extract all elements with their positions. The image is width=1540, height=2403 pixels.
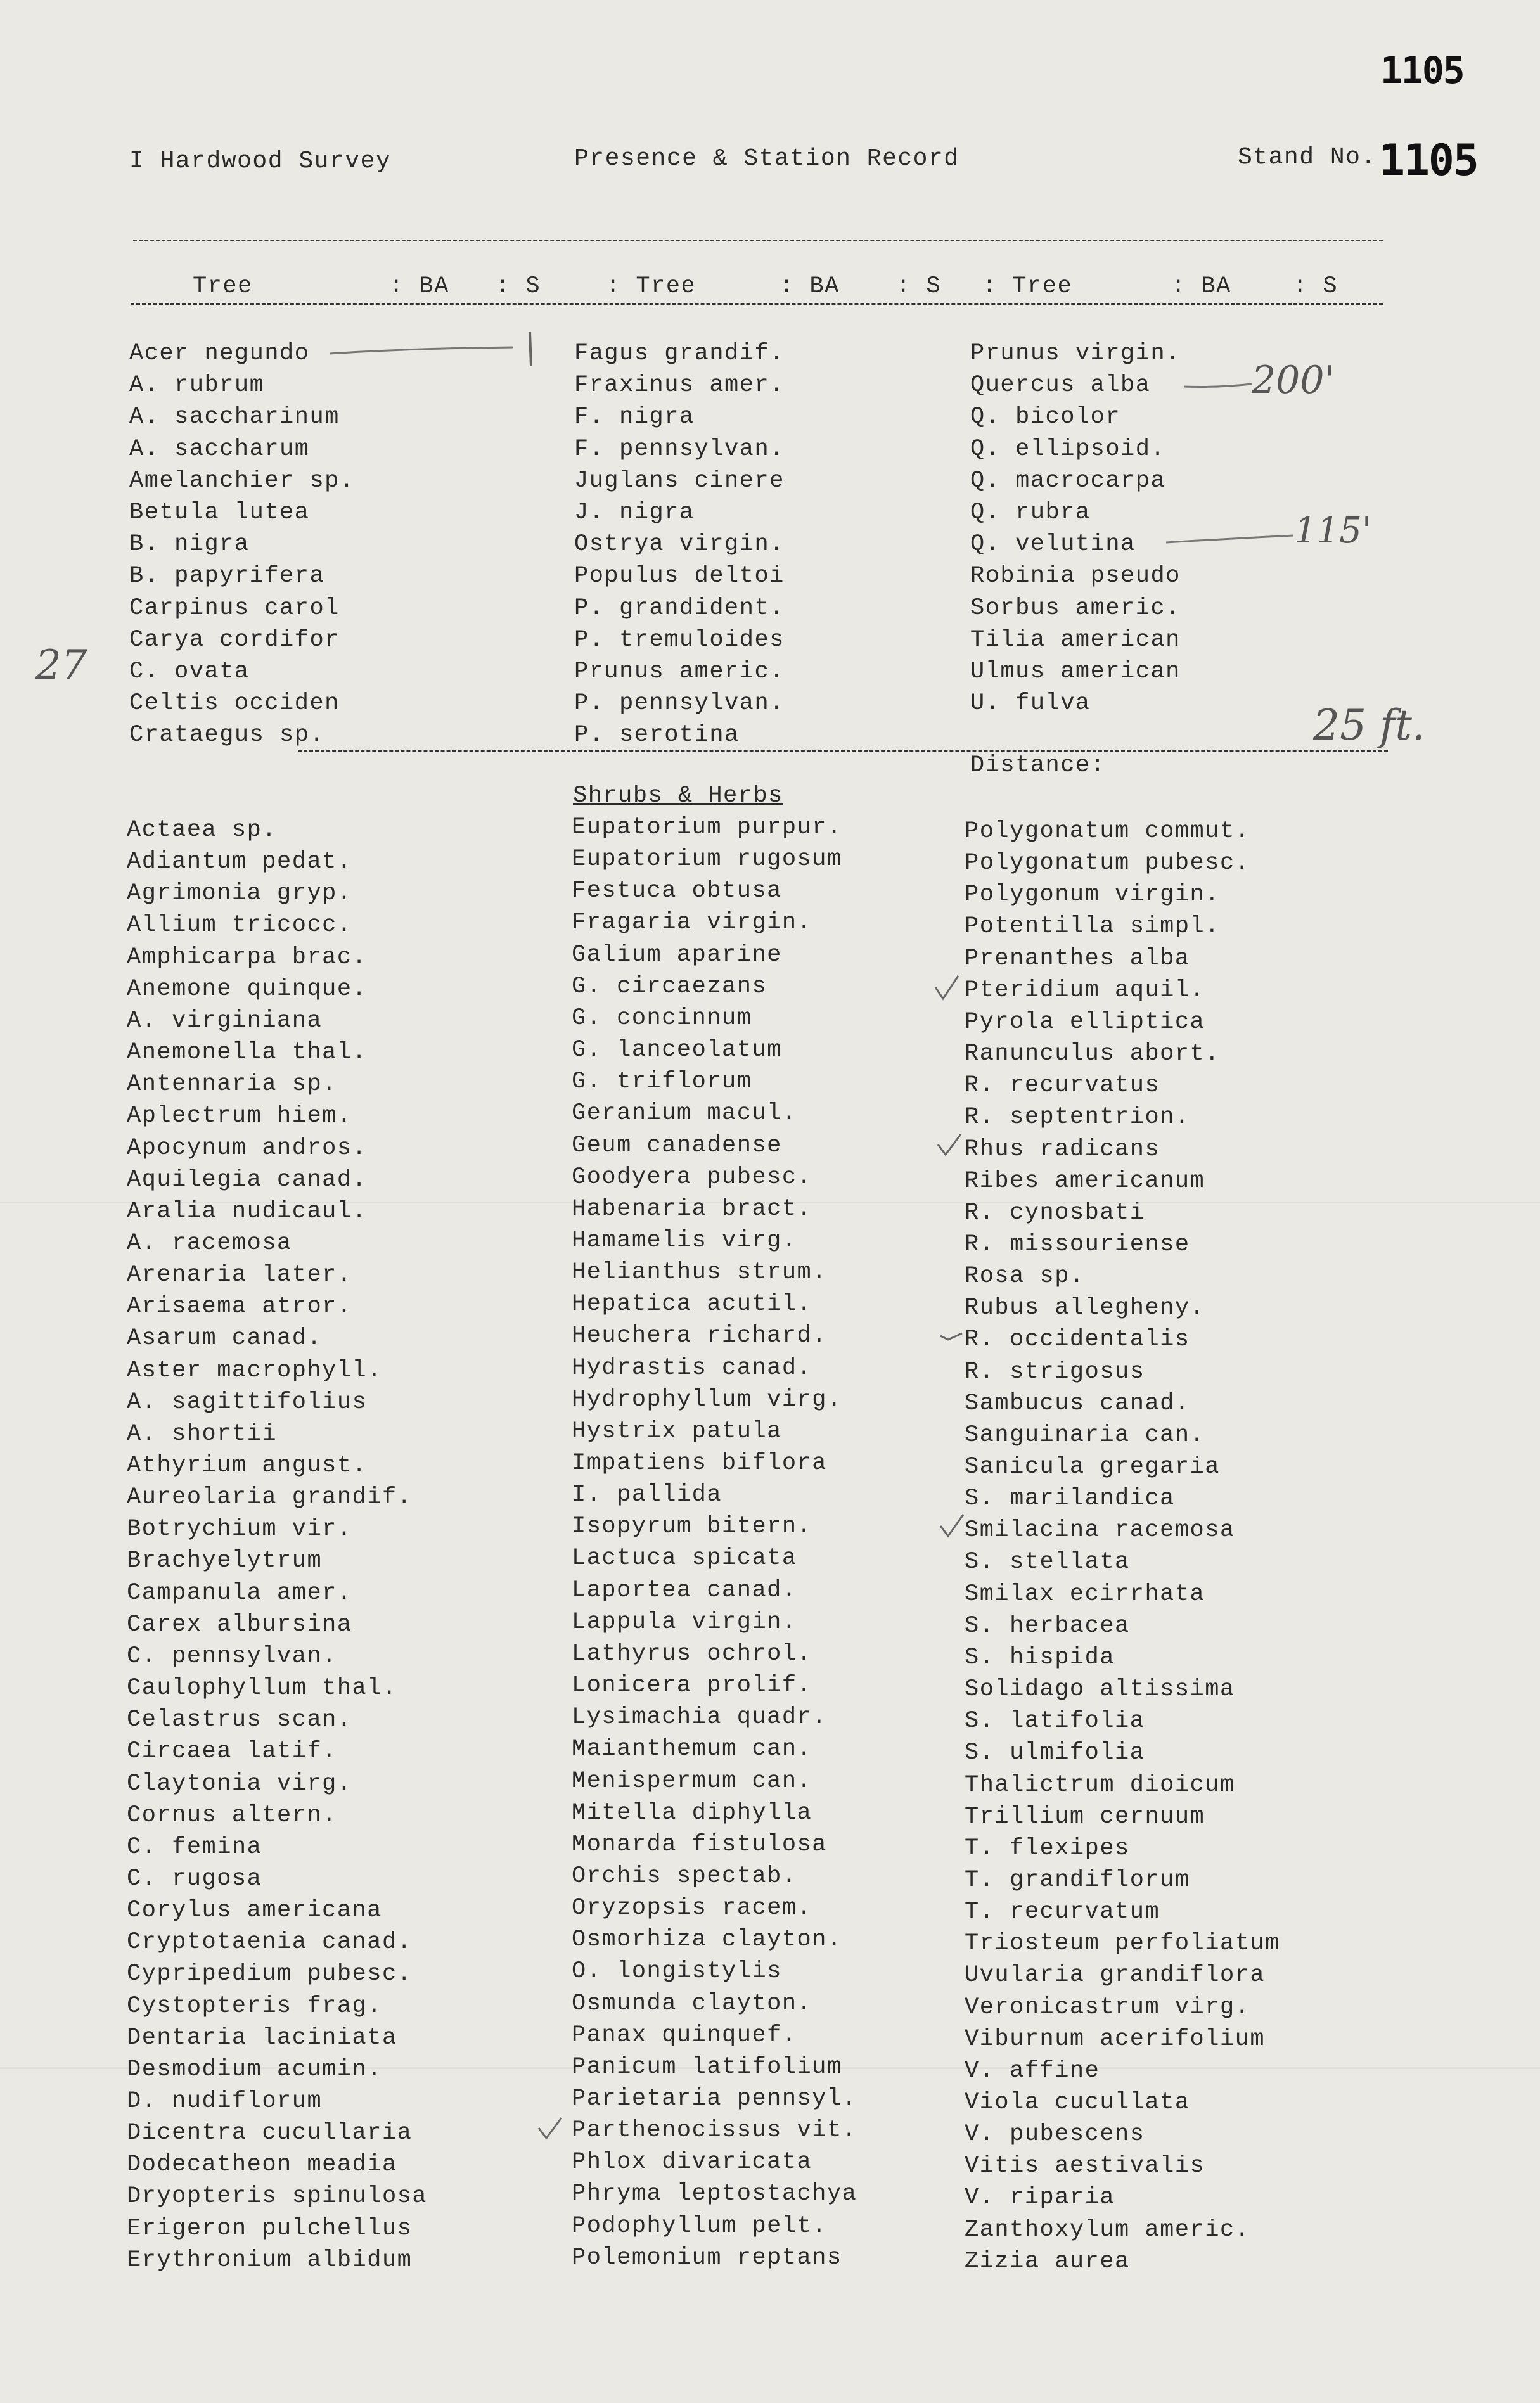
herb-species: Ribes americanum xyxy=(965,1168,1205,1195)
herb-species: Ranunculus abort. xyxy=(965,1041,1220,1067)
herb-species: Hepatica acutil. xyxy=(572,1291,812,1317)
tree-species: C. ovata xyxy=(129,658,250,685)
paper-fold xyxy=(0,1202,1540,1203)
herb-species: Prenanthes alba xyxy=(965,945,1190,972)
herb-species: R. septentrion. xyxy=(965,1104,1190,1131)
tree-species: Q. bicolor xyxy=(970,404,1121,430)
herb-species: Orchis spectab. xyxy=(572,1863,797,1890)
tree-species: U. fulva xyxy=(970,690,1091,717)
herb-species: Solidago altissima xyxy=(965,1676,1235,1703)
herb-species: Viburnum acerifolium xyxy=(965,2026,1266,2053)
herb-species: S. herbacea xyxy=(965,1613,1130,1639)
herb-species: V. affine xyxy=(965,2058,1100,2084)
tree-species: Juglans cinere xyxy=(574,468,785,494)
quercus-alba-line xyxy=(1184,384,1252,387)
herb-species: Isopyrum bitern. xyxy=(572,1513,812,1540)
herb-species: Caulophyllum thal. xyxy=(127,1675,397,1701)
herb-species: Dryopteris spinulosa xyxy=(127,2183,428,2210)
herb-species: Rubus allegheny. xyxy=(965,1295,1205,1321)
herb-species: G. triflorum xyxy=(572,1068,752,1095)
herb-species: Celastrus scan. xyxy=(127,1707,352,1733)
herb-species: Pyrola elliptica xyxy=(965,1009,1205,1035)
herb-species: Erigeron pulchellus xyxy=(127,2215,413,2242)
tree-species: Carya cordifor xyxy=(129,627,340,653)
column-header: Tree xyxy=(193,273,253,300)
herb-species: Athyrium angust. xyxy=(127,1452,368,1479)
herb-species: S. latifolia xyxy=(965,1708,1145,1734)
herb-species: Eupatorium rugosum xyxy=(572,846,842,873)
herb-species: R. occidentalis xyxy=(965,1326,1190,1353)
column-header: : BA xyxy=(780,273,840,300)
herb-species: Apocynum andros. xyxy=(127,1135,368,1162)
herb-species: Dodecatheon meadia xyxy=(127,2151,397,2178)
velutina-distance: 115' xyxy=(1294,510,1372,551)
herb-species: Impatiens biflora xyxy=(572,1450,827,1477)
tree-species: Carpinus carol xyxy=(129,595,340,622)
herb-species: Anemonella thal. xyxy=(127,1039,368,1066)
herb-species: Hamamelis virg. xyxy=(572,1227,797,1254)
herb-species: Cryptotaenia canad. xyxy=(127,1929,413,1956)
herb-species: Aplectrum hiem. xyxy=(127,1103,352,1129)
check-mark-icon xyxy=(940,1333,962,1340)
herb-species: Hydrastis canad. xyxy=(572,1355,812,1381)
tree-species: Q. ellipsoid. xyxy=(970,436,1166,463)
tree-species: J. nigra xyxy=(574,499,695,526)
herb-species: Maianthemum can. xyxy=(572,1736,812,1762)
column-header: : S xyxy=(896,273,942,300)
tree-species: Fraxinus amer. xyxy=(574,372,785,399)
tree-species: Tilia american xyxy=(970,627,1181,653)
tree-species: P. tremuloides xyxy=(574,627,785,653)
herb-species: Podophyllum pelt. xyxy=(572,2213,827,2240)
herb-species: Dicentra cucullaria xyxy=(127,2120,413,2146)
tree-species: B. papyrifera xyxy=(129,563,325,589)
survey-title: I Hardwood Survey xyxy=(129,148,392,175)
herb-species: Potentilla simpl. xyxy=(965,913,1220,940)
herb-species: T. grandiflorum xyxy=(965,1867,1190,1894)
herb-species: Aureolaria grandif. xyxy=(127,1484,413,1511)
tree-species: Sorbus americ. xyxy=(970,595,1181,622)
herb-species: Polygonum virgin. xyxy=(965,881,1220,908)
tree-species: F. nigra xyxy=(574,404,695,430)
herb-species: G. lanceolatum xyxy=(572,1037,782,1063)
herb-species: Menispermum can. xyxy=(572,1768,812,1795)
herb-species: Parietaria pennsyl. xyxy=(572,2086,857,2112)
herb-species: Parthenocissus vit. xyxy=(572,2117,857,2144)
check-mark-icon xyxy=(938,1134,961,1155)
herb-species: Circaea latif. xyxy=(127,1738,337,1765)
herb-species: Botrychium vir. xyxy=(127,1516,352,1542)
herb-species: Adiantum pedat. xyxy=(127,849,352,875)
herb-species: Hydrophyllum virg. xyxy=(572,1387,842,1413)
herb-species: Zanthoxylum americ. xyxy=(965,2217,1250,2243)
tree-species: P. pennsylvan. xyxy=(574,690,785,717)
herb-species: Asarum canad. xyxy=(127,1325,323,1352)
tree-species: Betula lutea xyxy=(129,499,310,526)
herb-species: V. riparia xyxy=(965,2184,1115,2211)
column-header: : Tree xyxy=(982,273,1073,300)
tree-species: Fagus grandif. xyxy=(574,340,785,367)
velutina-line xyxy=(1166,535,1293,542)
acer-negundo-line xyxy=(330,347,513,354)
herb-species: S. ulmifolia xyxy=(965,1740,1145,1766)
herb-species: A. sagittifolius xyxy=(127,1389,368,1416)
herb-species: Smilax ecirrhata xyxy=(965,1581,1205,1608)
herb-species: R. cynosbati xyxy=(965,1200,1145,1226)
herb-species: Veronicastrum virg. xyxy=(965,1994,1250,2021)
herb-species: Monarda fistulosa xyxy=(572,1831,827,1858)
herb-species: Panax quinquef. xyxy=(572,2022,797,2049)
stand-label: Stand No. xyxy=(1238,144,1376,171)
tree-species: Q. velutina xyxy=(970,531,1136,558)
herb-species: Sanguinaria can. xyxy=(965,1422,1205,1449)
herb-species: Triosteum perfoliatum xyxy=(965,1930,1280,1957)
herb-species: C. pennsylvan. xyxy=(127,1643,337,1670)
column-header: : Tree xyxy=(606,273,696,300)
herb-species: Galium aparine xyxy=(572,942,782,968)
herb-species: A. racemosa xyxy=(127,1230,292,1257)
herb-species: Zizia aurea xyxy=(965,2248,1130,2275)
herb-species: G. circaezans xyxy=(572,973,767,1000)
herb-species: Cornus altern. xyxy=(127,1802,337,1829)
tree-species: Celtis occiden xyxy=(129,690,340,717)
herb-species: Rosa sp. xyxy=(965,1263,1085,1290)
tree-species: Robinia pseudo xyxy=(970,563,1181,589)
herb-species: Aster macrophyll. xyxy=(127,1357,382,1384)
herb-species: Lactuca spicata xyxy=(572,1545,797,1572)
shrubs-section-title: Shrubs & Herbs xyxy=(573,783,783,809)
herb-species: Lysimachia quadr. xyxy=(572,1704,827,1731)
column-header: : S xyxy=(1293,273,1338,300)
herb-species: Carex albursina xyxy=(127,1612,352,1638)
herb-species: Agrimonia gryp. xyxy=(127,880,352,907)
column-header: : BA xyxy=(1171,273,1231,300)
herb-species: Campanula amer. xyxy=(127,1580,352,1606)
herb-species: Polygonatum pubesc. xyxy=(965,850,1250,876)
herb-species: Trillium cernuum xyxy=(965,1804,1205,1830)
herb-species: Arisaema atror. xyxy=(127,1293,352,1320)
herb-species: O. longistylis xyxy=(572,1958,782,1985)
herb-species: Erythronium albidum xyxy=(127,2247,413,2274)
tree-species: F. pennsylvan. xyxy=(574,436,785,463)
tree-species: A. saccharinum xyxy=(129,404,340,430)
herb-species: Eupatorium purpur. xyxy=(572,814,842,841)
herb-species: T. flexipes xyxy=(965,1835,1130,1862)
tree-species: Populus deltoi xyxy=(574,563,785,589)
herb-species: Viola cucullata xyxy=(965,2089,1190,2116)
herb-species: Phryma leptostachya xyxy=(572,2181,857,2207)
herb-species: D. nudiflorum xyxy=(127,2088,323,2115)
quercus-alba-distance: 200' xyxy=(1252,358,1335,402)
herb-species: Polygonatum commut. xyxy=(965,818,1250,845)
tree-species: Q. rubra xyxy=(970,499,1091,526)
herb-species: Osmorhiza clayton. xyxy=(572,1926,842,1953)
herb-species: Thalictrum dioicum xyxy=(965,1772,1235,1798)
herb-species: C. femina xyxy=(127,1834,262,1861)
herb-species: Corylus americana xyxy=(127,1897,382,1924)
herb-species: R. strigosus xyxy=(965,1359,1145,1385)
herb-species: Brachyelytrum xyxy=(127,1548,323,1574)
herb-species: Festuca obtusa xyxy=(572,878,782,904)
herb-species: A. virginiana xyxy=(127,1008,323,1034)
herb-species: Allium tricocc. xyxy=(127,912,352,939)
herb-species: Aralia nudicaul. xyxy=(127,1198,368,1225)
herb-species: Smilacina racemosa xyxy=(965,1517,1235,1544)
herb-species: R. missouriense xyxy=(965,1231,1190,1258)
herb-species: Laportea canad. xyxy=(572,1577,797,1604)
herb-species: Dentaria laciniata xyxy=(127,2025,397,2051)
herb-species: V. pubescens xyxy=(965,2121,1145,2148)
herb-species: Arenaria later. xyxy=(127,1262,352,1288)
herb-species: S. stellata xyxy=(965,1549,1130,1575)
herb-species: G. concinnum xyxy=(572,1005,752,1032)
herb-species: Sambucus canad. xyxy=(965,1390,1190,1417)
herb-species: Sanicula gregaria xyxy=(965,1454,1220,1480)
herb-species: Oryzopsis racem. xyxy=(572,1895,812,1921)
distance-label: Distance: xyxy=(970,752,1106,779)
tree-species: Ostrya virgin. xyxy=(574,531,785,558)
herb-species: Hystrix patula xyxy=(572,1418,782,1445)
herb-species: Phlox divaricata xyxy=(572,2149,812,2176)
herb-species: Lappula virgin. xyxy=(572,1609,797,1636)
herb-species: R. recurvatus xyxy=(965,1072,1160,1099)
tree-species: B. nigra xyxy=(129,531,250,558)
herb-species: Claytonia virg. xyxy=(127,1771,352,1797)
check-mark-icon xyxy=(935,976,958,999)
herb-species: Fragaria virgin. xyxy=(572,909,812,936)
herb-species: Lonicera prolif. xyxy=(572,1672,812,1699)
herb-species: I. pallida xyxy=(572,1482,722,1508)
herb-species: Uvularia grandiflora xyxy=(965,1962,1266,1989)
tree-species: Amelanchier sp. xyxy=(129,468,355,494)
herb-species: Mitella diphylla xyxy=(572,1800,812,1826)
check-mark-icon xyxy=(539,2118,561,2138)
herb-species: Antennaria sp. xyxy=(127,1071,337,1098)
herb-species: Amphicarpa brac. xyxy=(127,944,368,971)
herb-species: Rhus radicans xyxy=(965,1136,1160,1163)
stand-number: 1105 xyxy=(1379,136,1478,186)
herb-species: Osmunda clayton. xyxy=(572,1990,812,2017)
herb-species: Cystopteris frag. xyxy=(127,1993,382,2020)
tree-species: Quercus alba xyxy=(970,372,1151,399)
herb-species: Geranium macul. xyxy=(572,1100,797,1127)
herb-species: C. rugosa xyxy=(127,1866,262,1892)
herb-species: Cypripedium pubesc. xyxy=(127,1961,413,1987)
paper-fold xyxy=(0,2067,1540,2069)
herb-species: T. recurvatum xyxy=(965,1899,1160,1925)
herb-species: Desmodium acumin. xyxy=(127,2056,382,2083)
herb-species: Pteridium aquil. xyxy=(965,977,1205,1004)
tree-species: P. serotina xyxy=(574,722,740,748)
herb-species: Habenaria bract. xyxy=(572,1196,812,1222)
herb-species: Anemone quinque. xyxy=(127,976,368,1003)
acer-negundo-tally xyxy=(530,332,531,366)
tree-species: Q. macrocarpa xyxy=(970,468,1166,494)
herb-species: Geum canadense xyxy=(572,1132,782,1159)
record-title: Presence & Station Record xyxy=(574,145,959,172)
tree-species: A. rubrum xyxy=(129,372,265,399)
tree-species: Crataegus sp. xyxy=(129,722,325,748)
herb-species: Lathyrus ochrol. xyxy=(572,1641,812,1667)
herb-species: Polemonium reptans xyxy=(572,2245,842,2271)
herb-species: Actaea sp. xyxy=(127,817,278,843)
column-header: : S xyxy=(496,273,541,300)
margin-note: 27 xyxy=(35,642,87,689)
tree-species: Ulmus american xyxy=(970,658,1181,685)
herb-species: A. shortii xyxy=(127,1421,278,1447)
herb-species: Panicum latifolium xyxy=(572,2054,842,2080)
tree-species: Prunus virgin. xyxy=(970,340,1181,367)
tree-species: Acer negundo xyxy=(129,340,310,367)
herb-species: Vitis aestivalis xyxy=(965,2153,1205,2179)
herb-species: Heuchera richard. xyxy=(572,1323,827,1349)
column-header: : BA xyxy=(389,273,449,300)
herb-species: Aquilegia canad. xyxy=(127,1167,368,1193)
herb-species: S. marilandica xyxy=(965,1485,1175,1512)
corner-stamp: 1105 xyxy=(1380,49,1464,92)
distance-value: 25 ft. xyxy=(1313,701,1425,750)
tree-species: Prunus americ. xyxy=(574,658,785,685)
herb-species: Helianthus strum. xyxy=(572,1259,827,1286)
tree-species: A. saccharum xyxy=(129,436,310,463)
check-mark-icon xyxy=(940,1515,963,1536)
tree-species: P. grandident. xyxy=(574,595,785,622)
herb-species: Goodyera pubesc. xyxy=(572,1164,812,1191)
herb-species: S. hispida xyxy=(965,1644,1115,1671)
